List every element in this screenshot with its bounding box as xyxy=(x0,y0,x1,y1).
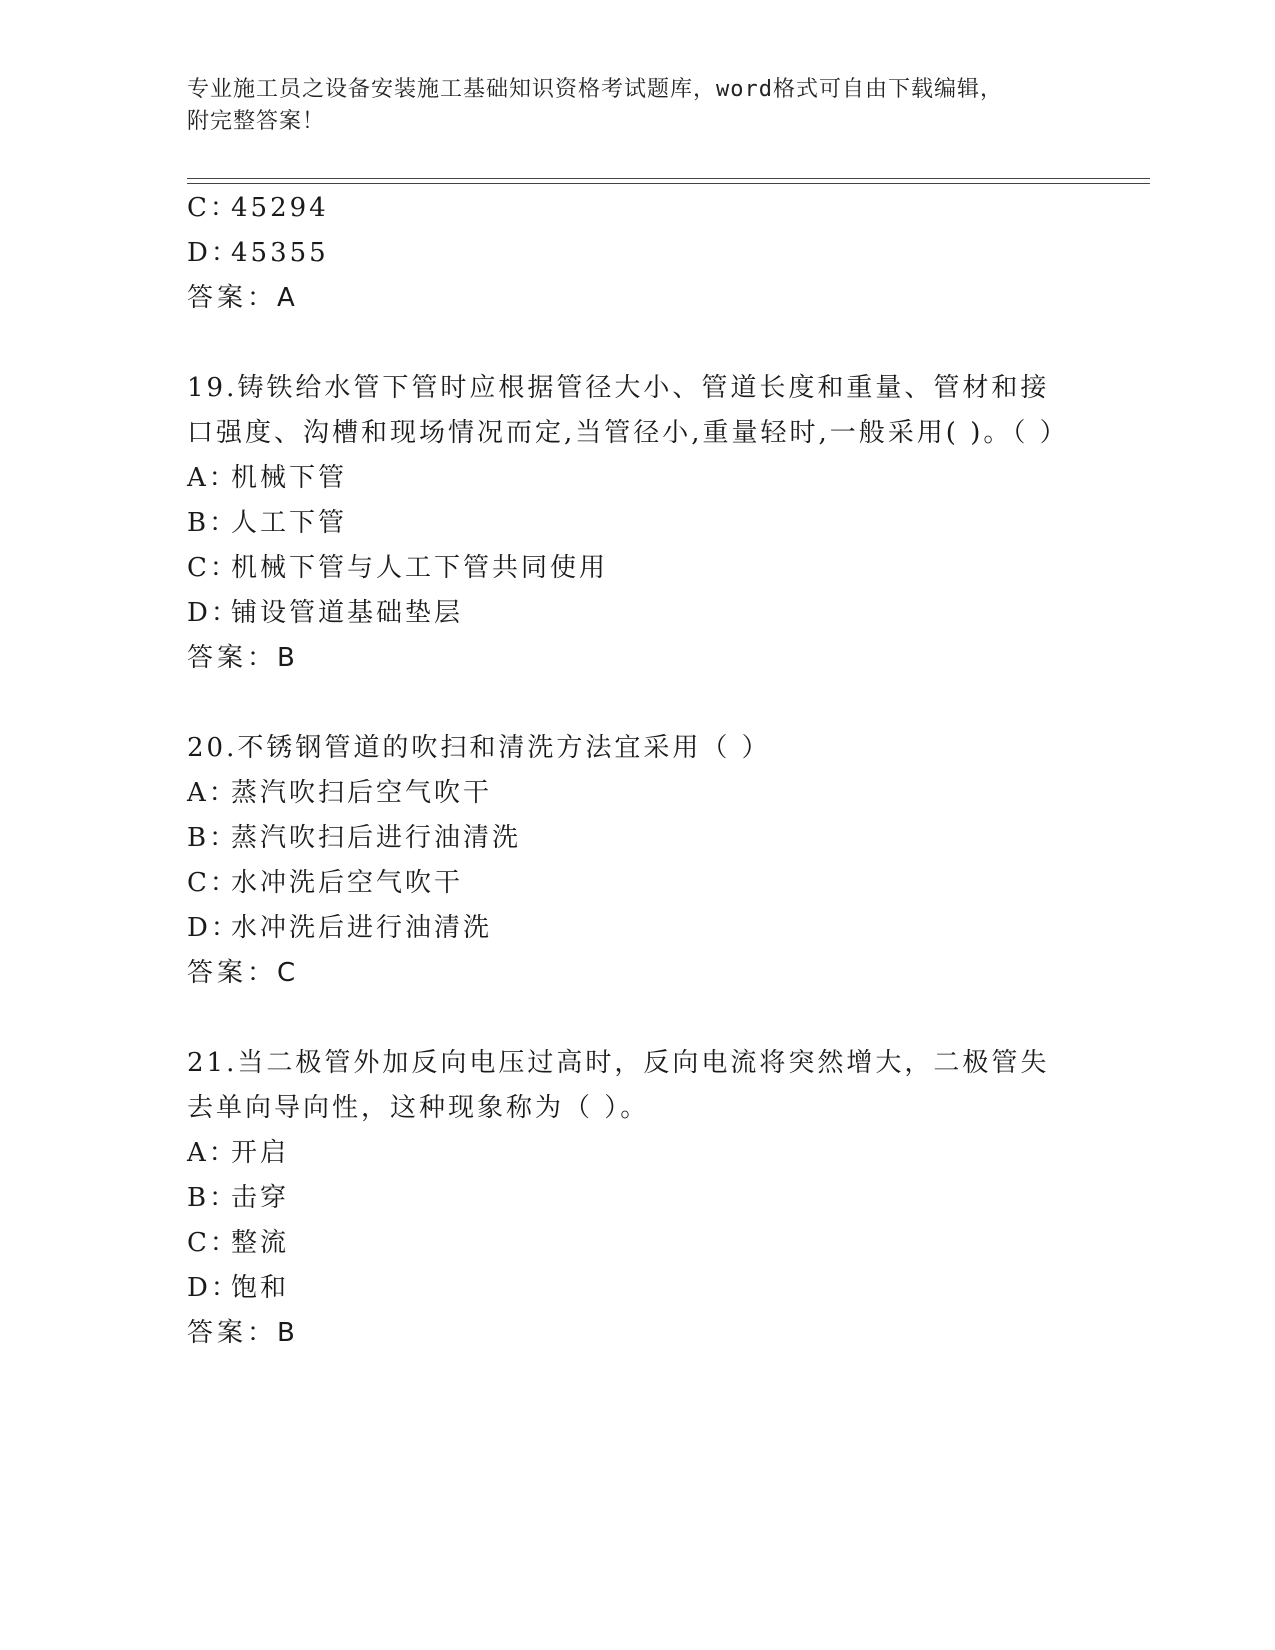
option-a: A：开启 xyxy=(187,1138,290,1168)
page-header xyxy=(187,74,1087,138)
option-d: D：饱和 xyxy=(187,1273,290,1303)
question-21 xyxy=(187,1041,1077,1356)
option-c: C：水冲洗后空气吹干 xyxy=(187,868,464,898)
prev-question-block xyxy=(187,186,1077,321)
option-b: B：击穿 xyxy=(187,1183,290,1213)
answer-line: 答案：A xyxy=(187,283,297,313)
option-b: B：人工下管 xyxy=(187,508,348,538)
option-a: A：蒸汽吹扫后空气吹干 xyxy=(187,778,493,808)
option-d: D：水冲洗后进行油清洗 xyxy=(187,913,493,943)
header-divider-double xyxy=(187,183,1150,184)
option-c: C：机械下管与人工下管共同使用 xyxy=(187,553,609,583)
question-text: 20.不锈钢管道的吹扫和清洗方法宜采用（ ） xyxy=(187,733,771,763)
option-d: D：45355 xyxy=(187,238,329,268)
option-b: B：蒸汽吹扫后进行油清洗 xyxy=(187,823,522,853)
header-divider xyxy=(187,178,1150,179)
option-c: C：45294 xyxy=(187,193,329,223)
question-20 xyxy=(187,726,1077,996)
header-line-2: 附完整答案！ xyxy=(187,109,326,134)
question-text: 19.铸铁给水管下管时应根据管径大小、管道长度和重量、管材和接口强度、沟槽和现场情况而定,当管径小,重量轻时,一般采用( )。（ ） xyxy=(187,373,1069,448)
header-line-1: 专业施工员之设备安装施工基础知识资格考试题库，word格式可自由下载编辑， xyxy=(187,77,1003,102)
answer-line: 答案：B xyxy=(187,1318,297,1348)
option-a: A：机械下管 xyxy=(187,463,348,493)
answer-line: 答案：B xyxy=(187,643,297,673)
question-text: 21.当二极管外加反向电压过高时，反向电流将突然增大，二极管失去单向导向性，这种现象称为（ ）。 xyxy=(187,1048,1050,1123)
option-c: C：整流 xyxy=(187,1228,290,1258)
question-19 xyxy=(187,366,1077,681)
option-d: D：铺设管道基础垫层 xyxy=(187,598,464,628)
question-list xyxy=(187,186,1077,1356)
answer-line: 答案：C xyxy=(187,958,298,988)
